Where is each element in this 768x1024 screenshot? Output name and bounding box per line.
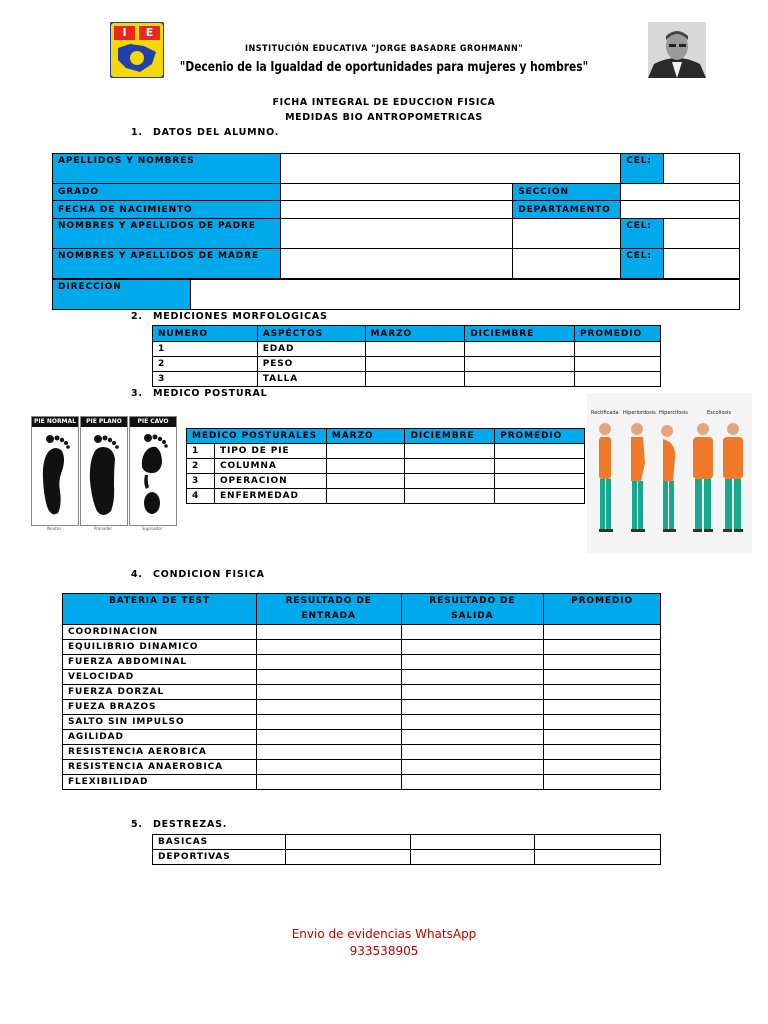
cell-input[interactable] — [326, 489, 405, 504]
foot-panel-normal — [31, 416, 79, 526]
cell-input[interactable] — [256, 730, 401, 745]
cell-input[interactable] — [575, 372, 661, 387]
cell-input[interactable] — [465, 357, 575, 372]
spine-posture-illustration — [587, 393, 752, 553]
cell-input[interactable] — [495, 444, 585, 459]
section-3-number: 3. — [131, 388, 143, 399]
cell-input[interactable] — [544, 625, 661, 640]
section-2-heading — [131, 311, 328, 322]
morph-header-numero: NUMERO — [153, 326, 258, 342]
section-2-number: 2. — [131, 311, 143, 322]
row-label: PESO — [257, 357, 365, 372]
cell-input[interactable] — [256, 775, 401, 790]
table-row — [187, 489, 585, 504]
spine-label-hiperlordosis: Hiperlordosis — [623, 410, 656, 416]
morph-header-marzo: MARZO — [365, 326, 465, 342]
row-label: AGILIDAD — [63, 730, 257, 745]
cell-input[interactable] — [495, 474, 585, 489]
section-3-heading — [131, 388, 268, 399]
table-row — [153, 850, 661, 865]
section-4-title: CONDICION FISICA — [153, 569, 265, 580]
field-direccion[interactable] — [190, 280, 739, 310]
cell-input[interactable] — [401, 745, 544, 760]
cell-input[interactable] — [544, 700, 661, 715]
address-table — [52, 279, 740, 310]
row-label: SALTO SIN IMPULSO — [63, 715, 257, 730]
cell-input[interactable] — [544, 685, 661, 700]
foot-label-cavo: PIE CAVO — [130, 417, 176, 427]
cell-input[interactable] — [256, 655, 401, 670]
foot-panel-cavo — [129, 416, 177, 526]
foot-caption-plano: Pronador — [94, 526, 112, 531]
field-padre-extra[interactable] — [513, 219, 621, 249]
row-label: RESISTENCIA ANAEROBICA — [63, 760, 257, 775]
cell-input[interactable] — [544, 655, 661, 670]
cell-input[interactable] — [405, 489, 495, 504]
row-label: RESISTENCIA AEROBICA — [63, 745, 257, 760]
foot-panel-plano — [80, 416, 128, 526]
row-number: 2 — [153, 357, 258, 372]
form-title: FICHA INTEGRAL DE EDUCCION FISICA — [272, 97, 496, 108]
morph-header-promedio: PROMEDIO — [575, 326, 661, 342]
cell-input[interactable] — [401, 760, 544, 775]
foot-label-plano: PIE PLANO — [81, 417, 127, 427]
field-apellidos[interactable] — [280, 154, 620, 184]
cell-input[interactable] — [256, 760, 401, 775]
row-number: 1 — [153, 342, 258, 357]
cell-input[interactable] — [256, 700, 401, 715]
physical-condition-table — [62, 593, 661, 790]
posture-figures-icon — [587, 393, 752, 553]
cell-input[interactable] — [401, 685, 544, 700]
fitness-header-salida: RESULTADO DE SALIDA — [401, 594, 544, 625]
table-row — [63, 715, 661, 730]
field-padre[interactable] — [280, 219, 512, 249]
table-row — [153, 342, 661, 357]
row-label: OPERACION — [214, 474, 326, 489]
cell-input[interactable] — [544, 640, 661, 655]
foot-types-illustration — [29, 416, 179, 533]
cell-input[interactable] — [544, 745, 661, 760]
cell-input[interactable] — [401, 655, 544, 670]
cell-input[interactable] — [405, 474, 495, 489]
foot-label-normal: PIE NORMAL — [34, 418, 76, 425]
cell-input[interactable] — [465, 372, 575, 387]
row-label: COORDINACION — [63, 625, 257, 640]
cell-input[interactable] — [535, 835, 661, 850]
row-number: 3 — [153, 372, 258, 387]
label-apellidos: APELLIDOS Y NOMBRES — [53, 154, 281, 184]
foot-normal-icon — [32, 427, 78, 525]
field-seccion[interactable] — [621, 184, 740, 201]
cell-input[interactable] — [401, 640, 544, 655]
cell-input[interactable] — [401, 730, 544, 745]
row-label: BASICAS — [153, 835, 286, 850]
cell-input[interactable] — [544, 730, 661, 745]
table-row — [153, 835, 661, 850]
table-row — [187, 459, 585, 474]
section-5-title: DESTREZAS. — [153, 819, 228, 830]
spine-label-rectificada: Rectificada — [591, 410, 619, 416]
table-row — [153, 357, 661, 372]
cell-input[interactable] — [256, 685, 401, 700]
field-madre[interactable] — [280, 249, 512, 279]
student-data-table — [52, 153, 740, 279]
row-label: TIPO DE PIE — [214, 444, 326, 459]
label-direccion: DIRECCION — [53, 280, 191, 310]
footer-whatsapp-text: Envio de evidencias WhatsApp — [291, 927, 477, 941]
row-label: TALLA — [257, 372, 365, 387]
field-madre-extra[interactable] — [513, 249, 621, 279]
form-subtitle: MEDIDAS BIO ANTROPOMETRICAS — [285, 112, 483, 123]
cell-input[interactable] — [544, 775, 661, 790]
section-1-number: 1. — [131, 127, 143, 138]
foot-caption-cavo: Supinador — [141, 526, 163, 531]
cell-input[interactable] — [544, 715, 661, 730]
cell-input[interactable] — [256, 670, 401, 685]
cell-input[interactable] — [410, 850, 535, 865]
label-cel-madre: CEL: — [621, 249, 664, 279]
row-label: DEPORTIVAS — [153, 850, 286, 865]
cell-input[interactable] — [401, 775, 544, 790]
table-row — [187, 444, 585, 459]
row-number: 4 — [187, 489, 215, 504]
cell-input[interactable] — [256, 640, 401, 655]
field-grado[interactable] — [280, 184, 512, 201]
table-row — [63, 730, 661, 745]
morphology-table — [152, 325, 661, 387]
section-4-heading — [131, 569, 265, 580]
section-4-number: 4. — [131, 569, 143, 580]
cell-input[interactable] — [285, 835, 410, 850]
row-label: FUERZA DORZAL — [63, 685, 257, 700]
table-row — [63, 625, 661, 640]
cell-input[interactable] — [365, 342, 465, 357]
morph-header-diciembre: DICIEMBRE — [465, 326, 575, 342]
foot-caption-normal: Neutro — [47, 526, 61, 531]
cell-input[interactable] — [401, 700, 544, 715]
field-departamento[interactable] — [621, 201, 740, 219]
foot-cavus-icon — [130, 427, 176, 525]
section-5-heading — [131, 819, 227, 830]
row-label: EDAD — [257, 342, 365, 357]
postural-header-promedio: PROMEDIO — [495, 429, 585, 444]
cell-input[interactable] — [405, 459, 495, 474]
table-row — [63, 640, 661, 655]
label-grado: GRADO — [53, 184, 281, 201]
section-1-heading — [131, 127, 279, 138]
spine-label-escoliosis: Escoliosis — [707, 410, 732, 416]
row-number: 1 — [187, 444, 215, 459]
logo-letter-e: E — [145, 26, 154, 39]
cell-input[interactable] — [256, 715, 401, 730]
row-label: FUERZA ABDOMINAL — [63, 655, 257, 670]
skills-table — [152, 834, 661, 865]
table-row — [63, 670, 661, 685]
field-fecha-nacimiento[interactable] — [280, 201, 512, 219]
table-row — [63, 685, 661, 700]
cell-input[interactable] — [575, 342, 661, 357]
cell-input[interactable] — [326, 474, 405, 489]
row-label: EQUILIBRIO DINAMICO — [63, 640, 257, 655]
morph-header-aspectos: ASPÉCTOS — [257, 326, 365, 342]
cell-input[interactable] — [365, 357, 465, 372]
postural-table — [186, 428, 585, 504]
label-seccion: SECCION — [513, 184, 621, 201]
table-row — [63, 760, 661, 775]
label-fecha-nacimiento: FECHA DE NACIMIENTO — [53, 201, 281, 219]
fitness-header-bateria: BATERIA DE TEST — [63, 594, 257, 625]
cell-input[interactable] — [401, 670, 544, 685]
cell-input[interactable] — [365, 372, 465, 387]
row-label: FLEXIBILIDAD — [63, 775, 257, 790]
row-number: 2 — [187, 459, 215, 474]
fitness-header-entrada: RESULTADO DE ENTRADA — [256, 594, 401, 625]
row-label: ENFERMEDAD — [214, 489, 326, 504]
table-row — [63, 745, 661, 760]
spine-label-hipercifosis: Hipercifosis — [659, 410, 688, 416]
cell-input[interactable] — [495, 459, 585, 474]
field-cel-madre[interactable] — [664, 249, 740, 279]
cell-input[interactable] — [326, 459, 405, 474]
cell-input[interactable] — [401, 715, 544, 730]
label-cel-alumno: CEL: — [621, 154, 664, 184]
row-label: FUEZA BRAZOS — [63, 700, 257, 715]
field-cel-padre[interactable] — [664, 219, 740, 249]
cell-input[interactable] — [401, 625, 544, 640]
footer-phone[interactable]: 933538905 — [349, 944, 419, 958]
section-1-title: DATOS DEL ALUMNO. — [153, 127, 280, 138]
table-row — [63, 700, 661, 715]
cell-input[interactable] — [410, 835, 535, 850]
row-label: VELOCIDAD — [63, 670, 257, 685]
cell-input[interactable] — [405, 444, 495, 459]
label-departamento: DEPARTAMENTO — [513, 201, 621, 219]
cell-input[interactable] — [544, 760, 661, 775]
cell-input[interactable] — [256, 625, 401, 640]
field-cel-alumno[interactable] — [664, 154, 740, 184]
postural-header-marzo: MARZO — [326, 429, 405, 444]
section-3-title: MEDICO POSTURAL — [153, 388, 268, 399]
postural-header-diciembre: DICIEMBRE — [405, 429, 495, 444]
postural-header-medico: MEDICO POSTURALES — [187, 429, 327, 444]
cell-input[interactable] — [465, 342, 575, 357]
cell-input[interactable] — [256, 745, 401, 760]
foot-flat-icon — [81, 427, 127, 525]
cell-input[interactable] — [544, 670, 661, 685]
section-2-title: MEDICIONES MORFOLOGICAS — [153, 311, 328, 322]
label-cel-padre: CEL: — [621, 219, 664, 249]
table-row — [187, 474, 585, 489]
row-label: COLUMNA — [214, 459, 326, 474]
cell-input[interactable] — [326, 444, 405, 459]
fitness-header-promedio: PROMEDIO — [544, 594, 661, 625]
table-row — [63, 655, 661, 670]
institution-name: INSTITUCIÓN EDUCATIVA "JORGE BASADRE GROHMANN" — [244, 44, 524, 54]
decade-slogan: "Decenio de la Igualdad de oportunidades para mujeres y hombres" — [179, 60, 589, 75]
label-madre: NOMBRES Y APELLIDOS DE MADRE — [53, 249, 281, 279]
logo-letter-i: I — [122, 26, 127, 39]
cell-input[interactable] — [535, 850, 661, 865]
section-5-number: 5. — [131, 819, 143, 830]
label-padre: NOMBRES Y APELLIDOS DE PADRE — [53, 219, 281, 249]
cell-input[interactable] — [285, 850, 410, 865]
row-number: 3 — [187, 474, 215, 489]
table-row — [63, 775, 661, 790]
cell-input[interactable] — [575, 357, 661, 372]
cell-input[interactable] — [495, 489, 585, 504]
table-row — [153, 372, 661, 387]
